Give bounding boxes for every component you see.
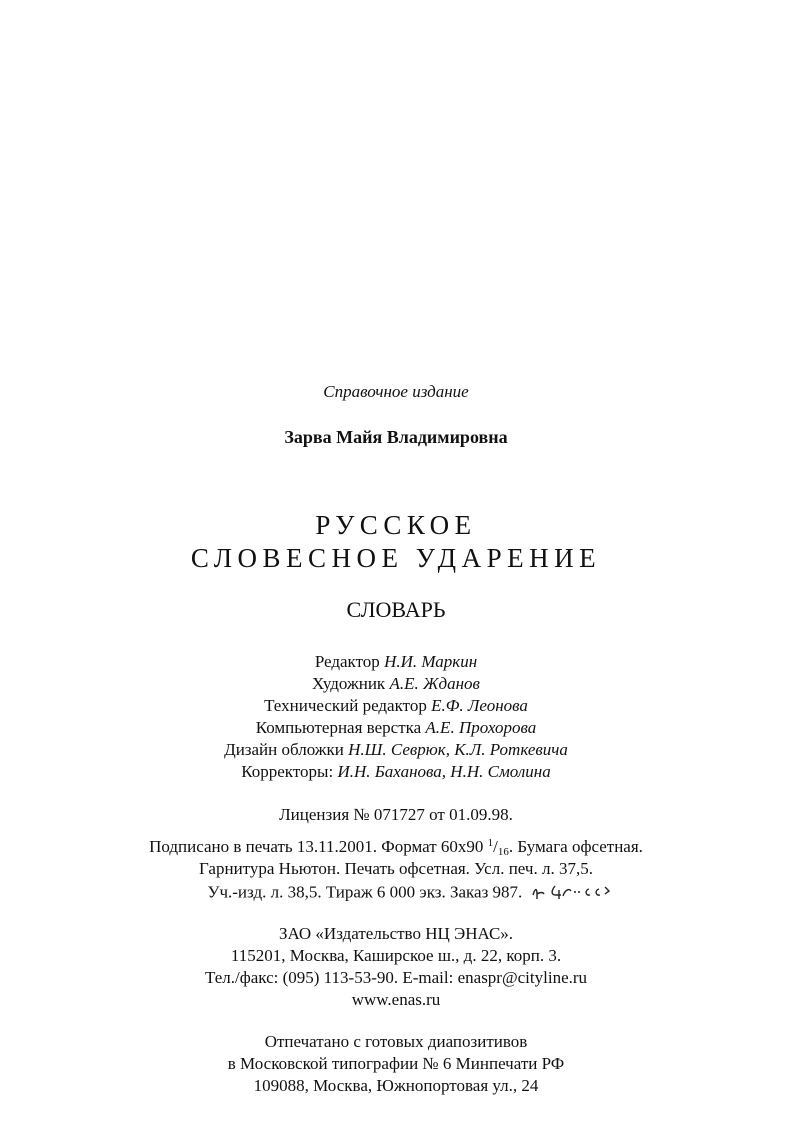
title-line-1: РУССКОЕ — [315, 510, 477, 540]
credit-cover-design — [0, 741, 792, 758]
title-line-2: СЛОВЕСНОЕ УДАРЕНИЕ — [190, 543, 602, 573]
credit-role: Художник — [312, 674, 386, 693]
printer-address: 109088, Москва, Южнопортовая ул., 24 — [253, 1076, 539, 1095]
credit-person: А.Е. Жданов — [389, 674, 480, 693]
handwritten-note — [531, 882, 621, 905]
publisher-website: www.enas.ru — [351, 990, 441, 1009]
credit-role: Редактор — [314, 652, 380, 671]
print-info-line-3 — [18, 882, 792, 905]
print-info-line-1 — [0, 838, 792, 858]
credit-person: Н.Ш. Севрюк, К.Л. Роткевича — [348, 740, 568, 759]
credit-role: Компьютерная верстка — [255, 718, 422, 737]
format-fraction — [488, 837, 509, 856]
publisher-name: ЗАО «Издательство НЦ ЭНАС». — [278, 924, 514, 943]
printer-line-2: в Московской типографии № 6 Минпечати РФ — [227, 1054, 565, 1073]
credit-editor — [0, 653, 792, 670]
publisher-address: 115201, Москва, Каширское ш., д. 22, корп. 3. — [230, 946, 562, 965]
credit-person: Е.Ф. Леонова — [431, 696, 528, 715]
credit-layout — [0, 719, 792, 736]
credit-proofreaders — [0, 763, 792, 780]
fraction-numerator: 1 — [487, 837, 494, 849]
print-info-text: Подписано в печать 13.11.2001. Формат 60х90 — [149, 837, 484, 856]
credit-role: Корректоры: — [241, 762, 334, 781]
credit-role: Дизайн обложки — [224, 740, 344, 759]
credit-artist — [0, 675, 792, 692]
print-info-text: Уч.-изд. л. 38,5. Тираж 6 000 экз. Заказ 987. — [207, 882, 523, 902]
credit-person: И.Н. Баханова, Н.Н. Смолина — [337, 762, 551, 781]
license-line: Лицензия № 071727 от 01.09.98. — [279, 805, 513, 824]
author-name: Зарва Майя Владимировна — [284, 427, 508, 447]
credit-person: Н.И. Маркин — [384, 652, 478, 671]
fraction-denominator: 16 — [497, 846, 509, 858]
fraction-slash: / — [493, 837, 498, 856]
credit-person: А.Е. Прохорова — [425, 718, 537, 737]
credit-technical-editor — [0, 697, 792, 714]
series-label: Справочное издание — [323, 382, 469, 401]
print-info-text: . Бумага офсетная. — [508, 837, 643, 856]
printer-line-1: Отпечатано с готовых диапозитивов — [264, 1032, 528, 1051]
subtitle: СЛОВАРЬ — [346, 597, 446, 622]
print-info-line-2: Гарнитура Ньютон. Печать офсетная. Усл. печ. л. 37,5. — [199, 859, 593, 878]
publisher-contacts: Тел./факс: (095) 113-53-90. E-mail: enaspr@cityline.ru — [204, 968, 588, 987]
credit-role: Технический редактор — [264, 696, 427, 715]
